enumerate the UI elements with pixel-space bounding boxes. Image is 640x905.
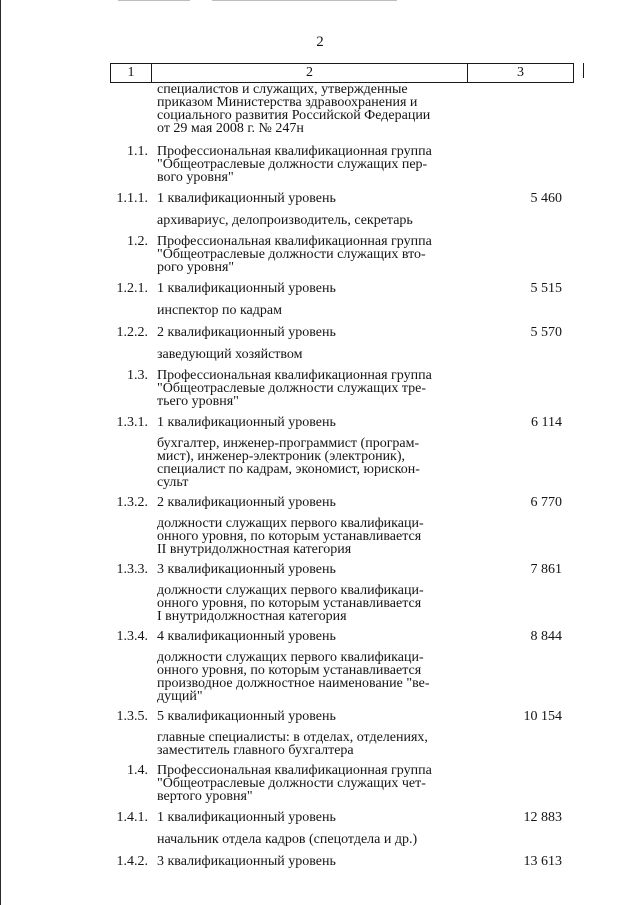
group-number: 1.2. <box>127 234 148 249</box>
level-description <box>0 517 640 556</box>
position-line: должности служащих первого квалификаци- <box>157 516 424 531</box>
salary-value: 5 570 <box>530 325 562 340</box>
level-label: 1 квалификационный уровень <box>157 810 336 825</box>
level-row <box>0 415 640 431</box>
column-3-header: 3 <box>517 65 524 80</box>
level-row <box>0 629 640 645</box>
position-line: онного уровня, по которым устанавливается <box>157 529 422 544</box>
level-description <box>0 832 640 848</box>
salary-value: 10 154 <box>523 709 562 724</box>
level-number: 1.2.1. <box>116 281 148 296</box>
level-label: 5 квалификационный уровень <box>157 709 336 724</box>
group-title-line: вого уровня" <box>157 170 234 185</box>
level-row <box>0 281 640 297</box>
position-line: главные специалисты: в отделах, отделениях, <box>157 730 428 745</box>
level-number: 1.3.1. <box>116 415 148 430</box>
group-row <box>0 369 640 408</box>
level-row <box>0 562 640 578</box>
intro-line: приказом Министерства здравоохранения и <box>157 95 418 110</box>
level-row <box>0 810 640 826</box>
level-description <box>0 303 640 319</box>
group-title-line: Профессиональная квалификационная группа <box>157 763 432 778</box>
level-description <box>0 584 640 623</box>
position-line: онного уровня, по которым устанавливается <box>157 663 422 678</box>
group-title-line: вертого уровня" <box>157 789 253 804</box>
position-list <box>157 437 457 489</box>
position-list <box>157 347 457 363</box>
level-number: 1.3.5. <box>116 709 148 724</box>
group-title-line: Профессиональная квалификационная группа <box>157 234 432 249</box>
intro-line: от 29 мая 2008 г. № 247н <box>157 121 304 136</box>
position-line: архивариус, делопроизводитель, секретарь <box>157 213 413 228</box>
group-title-line: "Общеотраслевые должности служащих тре- <box>157 381 427 396</box>
level-number: 1.3.3. <box>116 562 148 577</box>
position-list <box>157 651 457 703</box>
group-number: 1.1. <box>127 144 148 159</box>
table-column-header <box>110 63 574 83</box>
level-row <box>0 191 640 207</box>
position-line: начальник отдела кадров (спецотдела и др.) <box>157 832 418 847</box>
level-row <box>0 495 640 511</box>
level-row <box>0 854 640 870</box>
group-number: 1.3. <box>127 368 148 383</box>
column-2-header: 2 <box>152 64 468 82</box>
intro-line: специалистов и служащих, утвержденные <box>157 82 408 97</box>
level-label: 1 квалификационный уровень <box>157 281 336 296</box>
level-description <box>0 347 640 363</box>
level-number: 1.1.1. <box>116 191 148 206</box>
salary-value: 7 861 <box>530 562 562 577</box>
position-list <box>157 731 457 757</box>
level-label: 3 квалификационный уровень <box>157 562 336 577</box>
level-description <box>0 731 640 757</box>
group-title-line: "Общеотраслевые должности служащих пер- <box>157 157 428 172</box>
group-number: 1.4. <box>127 763 148 778</box>
group-title-line: тьего уровня" <box>157 394 239 409</box>
intro-block <box>0 83 640 135</box>
salary-value: 8 844 <box>530 629 562 644</box>
position-line: заведующий хозяйством <box>157 347 303 362</box>
position-line: должности служащих первого квалификаци- <box>157 650 424 665</box>
group-title-line: рого уровня" <box>157 260 235 275</box>
position-line: инспектор по кадрам <box>157 303 282 318</box>
group-title-line: Профессиональная квалификационная группа <box>157 144 432 159</box>
position-line: мист), инженер-электроник (электроник), <box>157 449 406 464</box>
level-number: 1.4.1. <box>116 810 148 825</box>
salary-value: 12 883 <box>523 810 562 825</box>
position-line: производное должностное наименование "ве- <box>157 676 430 691</box>
position-list <box>157 832 457 848</box>
level-description <box>0 651 640 703</box>
level-label: 1 квалификационный уровень <box>157 415 336 430</box>
level-label: 2 квалификационный уровень <box>157 325 336 340</box>
level-label: 1 квалификационный уровень <box>157 191 336 206</box>
group-title <box>157 764 457 803</box>
position-list <box>157 213 457 229</box>
position-line: должности служащих первого квалификаци- <box>157 583 424 598</box>
group-row <box>0 764 640 803</box>
level-row <box>0 709 640 725</box>
top-scan-line <box>118 0 190 1</box>
level-label: 3 квалификационный уровень <box>157 854 336 869</box>
position-line: II внутридолжностная категория <box>157 542 352 557</box>
position-list <box>157 517 457 556</box>
position-line: специалист по кадрам, экономист, юрискон- <box>157 462 420 477</box>
level-description <box>0 437 640 489</box>
level-label: 4 квалификационный уровень <box>157 629 336 644</box>
top-scan-line <box>212 0 397 1</box>
salary-value: 5 460 <box>530 191 562 206</box>
intro-line: социального развития Российской Федерации <box>157 108 431 123</box>
level-number: 1.3.2. <box>116 495 148 510</box>
group-title-line: Профессиональная квалификационная группа <box>157 368 432 383</box>
page-number: 2 <box>316 34 324 50</box>
salary-value: 6 114 <box>531 415 562 430</box>
position-list <box>157 303 457 319</box>
group-title <box>157 235 457 274</box>
position-line: сульт <box>157 475 189 490</box>
position-list <box>157 584 457 623</box>
level-number: 1.4.2. <box>116 854 148 869</box>
position-line: заместитель главного бухгалтера <box>157 743 354 758</box>
level-description <box>0 213 640 229</box>
position-line: I внутридолжностная категория <box>157 609 347 624</box>
group-title-line: "Общеотраслевые должности служащих чет- <box>157 776 426 791</box>
position-line: бухгалтер, инженер-программист (програм- <box>157 436 420 451</box>
salary-value: 6 770 <box>530 495 562 510</box>
table-right-edge <box>583 63 584 78</box>
group-row <box>0 235 640 274</box>
position-line: онного уровня, по которым устанавливается <box>157 596 422 611</box>
intro-text <box>157 83 457 135</box>
column-1-header: 1 <box>111 64 152 82</box>
group-title <box>157 369 457 408</box>
level-label: 2 квалификационный уровень <box>157 495 336 510</box>
position-line: дущий" <box>157 689 203 704</box>
level-number: 1.3.4. <box>116 629 148 644</box>
group-title-line: "Общеотраслевые должности служащих вто- <box>157 247 426 262</box>
group-row <box>0 145 640 184</box>
group-title <box>157 145 457 184</box>
level-number: 1.2.2. <box>116 325 148 340</box>
qualification-table <box>0 83 640 876</box>
salary-value: 5 515 <box>530 281 562 296</box>
level-row <box>0 325 640 341</box>
salary-value: 13 613 <box>523 854 562 869</box>
